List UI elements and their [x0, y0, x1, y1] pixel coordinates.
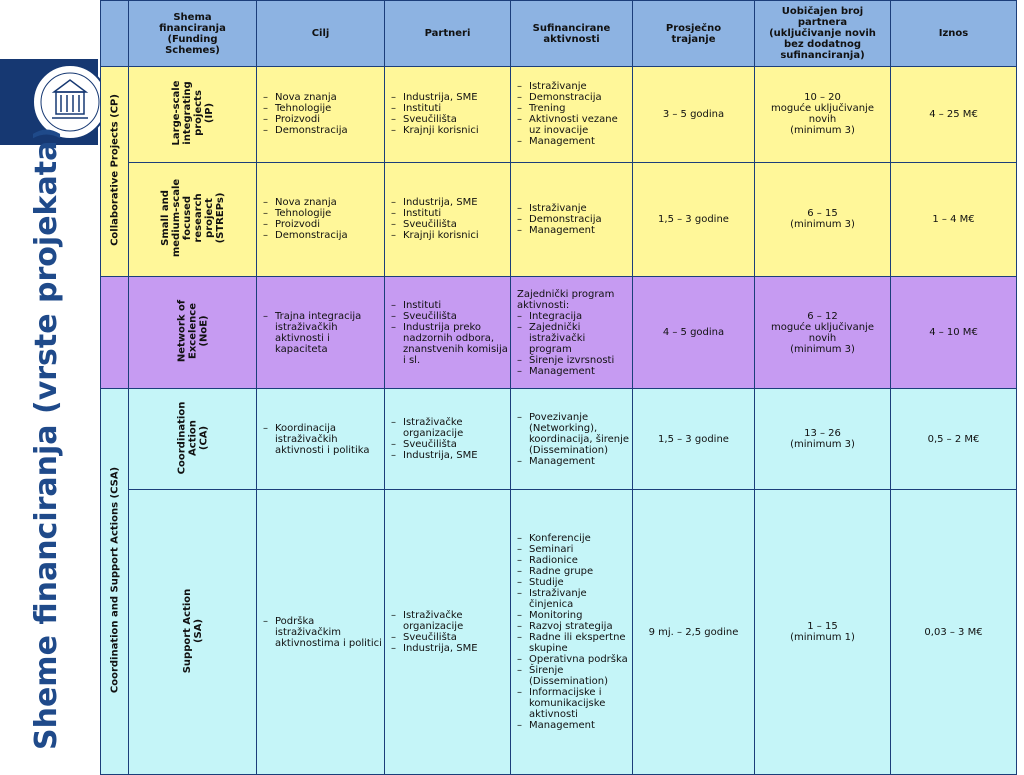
amount-cell: 1 – 4 M€	[891, 162, 1017, 276]
activities-cell	[511, 67, 633, 163]
header-duration-line: trajanje	[671, 33, 716, 45]
header-scheme-line: Shema	[173, 11, 212, 23]
scheme-name-line: Small and	[159, 190, 171, 246]
partners-count-line: 6 – 12	[807, 310, 838, 322]
partners-list-item: – Istraživačke organizacije	[391, 417, 508, 439]
activities-list-item: – Širenje (Dissemination)	[517, 665, 630, 687]
goal-list-item: – Demonstracija	[263, 125, 382, 136]
header-scheme-line: (Funding	[167, 33, 218, 45]
partners-list-item: – Industrija, SME	[391, 92, 508, 103]
scheme-cell	[129, 490, 257, 775]
activities-list-item: – Radne grupe	[517, 566, 630, 577]
header-amount-line: Iznos	[938, 28, 969, 39]
header-scheme-line: Schemes)	[165, 44, 220, 56]
partners-list-item: – Sveučilišta	[391, 219, 508, 230]
header-activities-line: aktivnosti	[543, 33, 600, 45]
activities-list	[511, 81, 632, 147]
goal-list-item: – Tehnologije	[263, 208, 382, 219]
scheme-name-line: research	[192, 193, 204, 243]
partners-count-cell	[755, 67, 891, 163]
header-amount	[891, 1, 1017, 67]
header-partners-count-line: sufinanciranja)	[780, 50, 865, 61]
scheme-cell	[129, 67, 257, 163]
partners-count-line: (minimum 1)	[790, 632, 855, 644]
activities-list-item: – Integracija	[517, 311, 630, 322]
activities-cell	[511, 277, 633, 389]
scheme-name-line: (SA)	[192, 618, 204, 643]
scheme-name-line: focused	[181, 195, 193, 240]
goal-list	[257, 423, 384, 456]
group-csa-text	[102, 389, 128, 771]
goal-cell	[257, 490, 385, 775]
activities-list-item: – Radionice	[517, 555, 630, 566]
goal-list-item: – Tehnologije	[263, 103, 382, 114]
scheme-name-line: (IP)	[203, 102, 215, 124]
activities-list-item: – Management	[517, 720, 630, 731]
goal-list-item: – Podrška istraživačkim aktivnostima i politici	[263, 616, 382, 649]
header-duration	[633, 1, 755, 67]
header-partners	[385, 1, 511, 67]
header-partners-count-line: bez dodatnog	[783, 39, 862, 50]
header-partners-count-line: (uključivanje novih	[769, 28, 876, 39]
header-partners-count-line: partnera	[797, 17, 848, 28]
activities-list-item: – Razvoj strategija	[517, 621, 630, 632]
activities-list-item: – Seminari	[517, 544, 630, 555]
activities-list-item: – Monitoring	[517, 610, 630, 621]
slide-title-frame	[0, 0, 70, 768]
slide-title: Sheme financiranja (vrste projekata)	[29, 126, 64, 750]
activities-cell	[511, 389, 633, 490]
partners-count-cell	[755, 389, 891, 490]
slide-sidebar	[0, 0, 98, 768]
partners-list-item: – Industrija, SME	[391, 643, 508, 654]
scheme-cell	[129, 277, 257, 389]
goal-list-item: – Nova znanja	[263, 92, 382, 103]
goal-list-item: – Koordinacija istraživačkih aktivnosti i politika	[263, 423, 382, 456]
partners-cell	[385, 67, 511, 163]
scheme-name	[130, 164, 256, 272]
group-cp-label	[101, 67, 129, 277]
partners-count-line: 10 – 20	[804, 92, 841, 104]
group-csa-label	[101, 389, 129, 775]
activities-list-item: – Trening	[517, 103, 630, 114]
goal-cell	[257, 277, 385, 389]
partners-count-line: 13 – 26	[804, 428, 841, 440]
amount-cell: 0,5 – 2 M€	[891, 389, 1017, 490]
activities-list-item: – Demonstracija	[517, 214, 630, 225]
activities-list	[511, 533, 632, 731]
partners-count-line: moguće uključivanje	[771, 103, 874, 115]
amount-cell: 4 – 10 M€	[891, 277, 1017, 389]
activities-list-item: – Management	[517, 456, 630, 467]
partners-list	[385, 300, 510, 366]
duration-cell: 1,5 – 3 godine	[633, 389, 755, 490]
goal-cell	[257, 389, 385, 490]
scheme-name-line: Action	[187, 419, 198, 456]
header-scheme-line: financiranja	[159, 22, 226, 34]
partners-count-line: moguće uključivanje	[771, 321, 874, 333]
activities-list-item: – Istraživanje činjenica	[517, 588, 630, 610]
header-corner	[101, 1, 129, 67]
activities-intro: Zajednički program aktivnosti:	[517, 288, 615, 311]
activities-list-item: – Studije	[517, 577, 630, 588]
amount-cell: 4 – 25 M€	[891, 67, 1017, 163]
partners-count-line: (minimum 3)	[790, 219, 855, 231]
partners-list	[385, 197, 510, 241]
scheme-name-line: project	[203, 197, 215, 238]
scheme-name-line: integrating	[181, 81, 193, 145]
goal-cell	[257, 67, 385, 163]
partners-cell	[385, 277, 511, 389]
goal-list-item: – Nova znanja	[263, 197, 382, 208]
partners-count-line: (minimum 3)	[790, 125, 855, 137]
scheme-name	[130, 68, 256, 158]
header-partners-line: Partneri	[424, 28, 471, 39]
activities-list-item: – Širenje izvrsnosti	[517, 355, 630, 366]
goal-list	[257, 311, 384, 355]
scheme-cell	[129, 162, 257, 276]
goal-list-item: – Proizvodi	[263, 114, 382, 125]
activities-list-item: – Konferencije	[517, 533, 630, 544]
partners-list-item: – Sveučilišta	[391, 439, 508, 450]
scheme-name-line: Network of	[176, 299, 187, 363]
duration-cell: 4 – 5 godina	[633, 277, 755, 389]
header-goal-line: Cilj	[311, 28, 330, 39]
goal-list-item: – Proizvodi	[263, 219, 382, 230]
activities-list-item: – Zajednički istraživački program	[517, 322, 630, 355]
header-activities-line: Sufinancirane	[532, 22, 611, 34]
goal-list	[257, 92, 384, 136]
header-partners-count-line: Uobičajen broj	[781, 6, 864, 17]
activities-list	[511, 412, 632, 467]
scheme-name-line: projects	[192, 89, 204, 136]
partners-count-line: (minimum 3)	[790, 343, 855, 355]
activities-list-item: – Management	[517, 225, 630, 236]
scheme-name-line: Coordination	[176, 401, 187, 474]
header-partners-count	[755, 1, 891, 67]
partners-list-item: – Krajnji korisnici	[391, 125, 508, 136]
goal-list	[257, 616, 384, 649]
partners-count-line: novih	[808, 114, 837, 126]
header-scheme	[129, 1, 257, 67]
partners-count-cell	[755, 277, 891, 389]
header-goal	[257, 1, 385, 67]
group-cp-text	[102, 67, 128, 273]
partners-count-line: novih	[808, 332, 837, 344]
activities-list-item: – Informacijske i komunikacijske aktivnosti	[517, 687, 630, 720]
scheme-name	[130, 277, 256, 385]
scheme-row	[101, 277, 1017, 389]
scheme-name-line: (NoE)	[198, 315, 209, 347]
partners-count-line: (minimum 3)	[790, 439, 855, 451]
activities-list	[511, 203, 632, 236]
partners-list	[385, 417, 510, 461]
funding-schemes-table	[100, 0, 1017, 775]
partners-list-item: – Instituti	[391, 103, 508, 114]
partners-count-cell	[755, 490, 891, 775]
partners-list-item: – Sveučilišta	[391, 632, 508, 643]
partners-list-item: – Sveučilišta	[391, 114, 508, 125]
scheme-name	[130, 492, 256, 770]
scheme-name-line: medium-scale	[170, 178, 182, 258]
partners-list	[385, 92, 510, 136]
scheme-row	[101, 389, 1017, 490]
partners-count-cell	[755, 162, 891, 276]
partners-list-item: – Industrija, SME	[391, 450, 508, 461]
partners-count-line: 1 – 15	[807, 621, 838, 633]
partners-list-item: – Industrija, SME	[391, 197, 508, 208]
scheme-name-line: (STREPs)	[214, 192, 226, 244]
scheme-name	[130, 390, 256, 486]
partners-list-item: – Sveučilišta	[391, 311, 508, 322]
scheme-name-line: Large-scale	[170, 80, 182, 146]
header-activities	[511, 1, 633, 67]
goal-cell	[257, 162, 385, 276]
activities-list-item: – Demonstracija	[517, 92, 630, 103]
scheme-name-line: Excelence	[187, 302, 198, 360]
scheme-cell	[129, 389, 257, 490]
partners-list-item: – Instituti	[391, 300, 508, 311]
goal-list-item: – Demonstracija	[263, 230, 382, 241]
partners-list-item: – Istraživačke organizacije	[391, 610, 508, 632]
activities-list-item: – Management	[517, 366, 630, 377]
activities-cell	[511, 162, 633, 276]
partners-count-line: 6 – 15	[807, 208, 838, 220]
activities-list-item: – Povezivanje (Networking), koordinacija, širenje (Dissemination)	[517, 412, 630, 456]
partners-cell	[385, 389, 511, 490]
partners-list-item: – Industrija preko nadzornih odbora, znanstvenih komisija i sl.	[391, 322, 508, 366]
activities-list-item: – Operativna podrška	[517, 654, 630, 665]
activities-list-item: – Radne ili ekspertne skupine	[517, 632, 630, 654]
scheme-row	[101, 67, 1017, 163]
activities-list-item: – Management	[517, 136, 630, 147]
duration-cell: 3 – 5 godina	[633, 67, 755, 163]
partners-cell	[385, 162, 511, 276]
goal-list-item: – Trajna integracija istraživačkih aktivnosti i kapaciteta	[263, 311, 382, 355]
header-duration-line: Prosječno	[665, 22, 722, 34]
activities-list-item: – Istraživanje	[517, 81, 630, 92]
activities-list-item: – Istraživanje	[517, 203, 630, 214]
partners-list	[385, 610, 510, 654]
partners-cell	[385, 490, 511, 775]
amount-cell: 0,03 – 3 M€	[891, 490, 1017, 775]
goal-list	[257, 197, 384, 241]
scheme-row	[101, 162, 1017, 276]
partners-list-item: – Instituti	[391, 208, 508, 219]
duration-cell: 9 mj. – 2,5 godine	[633, 490, 755, 775]
header-row	[101, 1, 1017, 67]
scheme-row	[101, 490, 1017, 775]
activities-list	[511, 311, 632, 377]
partners-list-item: – Krajnji korisnici	[391, 230, 508, 241]
scheme-name-line: Support Action	[181, 588, 193, 673]
activities-list-item: – Aktivnosti vezane uz inovacije	[517, 114, 630, 136]
group-cp-text-line: Collaborative Projects (CP)	[109, 94, 120, 246]
duration-cell: 1,5 – 3 godine	[633, 162, 755, 276]
group-csa-text-line: Coordination and Support Actions (CSA)	[109, 466, 120, 694]
group-empty	[101, 277, 129, 389]
scheme-name-line: (CA)	[198, 425, 209, 450]
activities-cell	[511, 490, 633, 775]
